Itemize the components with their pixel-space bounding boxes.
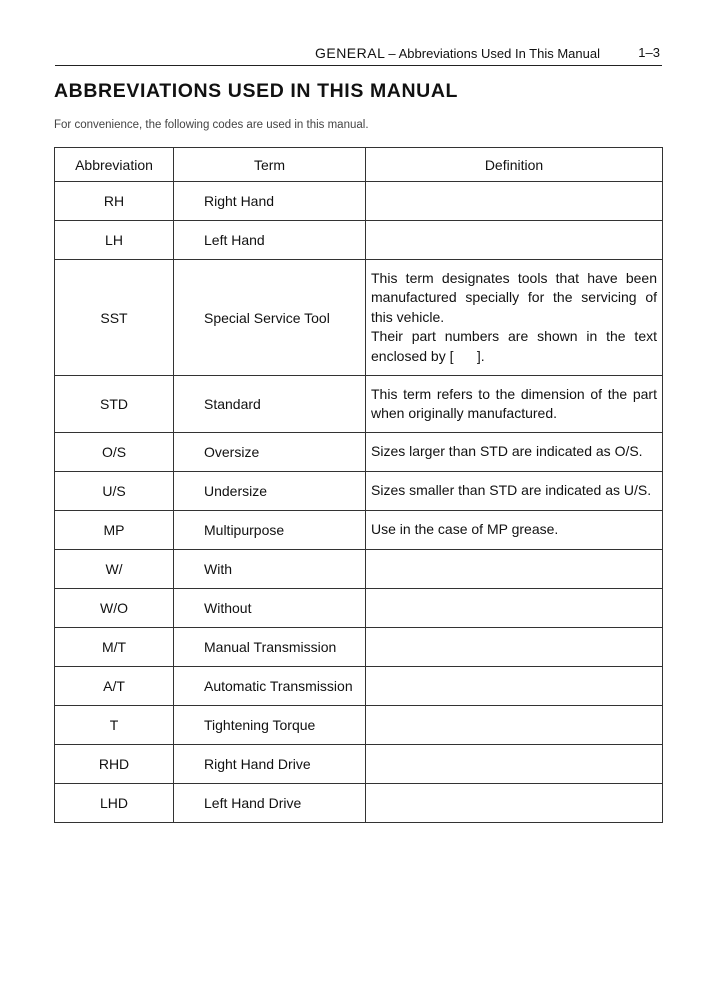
term-cell: Automatic Transmission	[174, 667, 366, 706]
definition-cell	[366, 589, 663, 628]
definition-cell	[366, 260, 663, 376]
table-row	[55, 433, 663, 472]
term-cell: Multipurpose	[174, 511, 366, 550]
abbr-cell: W/O	[55, 589, 174, 628]
definition-cell	[366, 182, 663, 221]
abbr-cell: LH	[55, 221, 174, 260]
abbreviations-table	[54, 147, 663, 823]
abbr-cell: A/T	[55, 667, 174, 706]
term-cell: Right Hand	[174, 182, 366, 221]
definition-cell: Sizes smaller than STD are indicated as U/S.	[366, 472, 663, 511]
header-subtitle: Abbreviations Used In This Manual	[398, 46, 600, 61]
table-row	[55, 182, 663, 221]
table-row	[55, 550, 663, 589]
page-number: 1–3	[638, 45, 660, 60]
table-row	[55, 784, 663, 823]
abbr-cell: U/S	[55, 472, 174, 511]
term-cell: Left Hand	[174, 221, 366, 260]
term-cell: Undersize	[174, 472, 366, 511]
abbr-cell: T	[55, 706, 174, 745]
term-cell: Special Service Tool	[174, 260, 366, 376]
definition-cell	[366, 667, 663, 706]
header-definition: Definition	[366, 148, 663, 182]
term-cell: Without	[174, 589, 366, 628]
abbr-cell: SST	[55, 260, 174, 376]
term-cell: With	[174, 550, 366, 589]
abbr-cell: O/S	[55, 433, 174, 472]
table-header-row	[55, 148, 663, 182]
definition-cell	[366, 745, 663, 784]
definition-cell	[366, 221, 663, 260]
abbr-cell: MP	[55, 511, 174, 550]
table-row	[55, 628, 663, 667]
abbr-cell: LHD	[55, 784, 174, 823]
header-section-title	[315, 45, 600, 61]
table-row	[55, 589, 663, 628]
intro-text: For convenience, the following codes are used in this manual.	[54, 119, 369, 131]
table-row	[55, 745, 663, 784]
page-title: ABBREVIATIONS USED IN THIS MANUAL	[54, 80, 459, 102]
definition-text: This term designates tools that have been manufactured specially for the servicing of this vehicle.	[371, 269, 657, 325]
term-cell: Oversize	[174, 433, 366, 472]
table-row	[55, 376, 663, 433]
definition-cell	[366, 628, 663, 667]
definition-cell: This term refers to the dimension of the part when originally manufactured.	[366, 376, 663, 433]
header-term: Term	[174, 148, 366, 182]
term-cell: Tightening Torque	[174, 706, 366, 745]
definition-cell: Use in the case of MP grease.	[366, 511, 663, 550]
term-cell: Left Hand Drive	[174, 784, 366, 823]
term-cell: Manual Transmission	[174, 628, 366, 667]
term-cell: Standard	[174, 376, 366, 433]
header-section: GENERAL	[314, 45, 386, 61]
definition-cell	[366, 784, 663, 823]
definition-cell: Sizes larger than STD are indicated as O/S.	[366, 433, 663, 472]
abbr-cell: STD	[55, 376, 174, 433]
definition-cell	[366, 706, 663, 745]
abbr-cell: RHD	[55, 745, 174, 784]
abbr-cell: M/T	[55, 628, 174, 667]
page-header	[55, 43, 662, 66]
header-abbreviation: Abbreviation	[55, 148, 174, 182]
table-row	[55, 511, 663, 550]
term-cell: Right Hand Drive	[174, 745, 366, 784]
definition-text-2: Their part numbers are shown in the text enclosed by [ ].	[371, 328, 661, 364]
definition-cell	[366, 550, 663, 589]
table-row	[55, 667, 663, 706]
header-separator: –	[388, 46, 396, 61]
abbr-cell: RH	[55, 182, 174, 221]
abbr-cell: W/	[55, 550, 174, 589]
table-row	[55, 706, 663, 745]
table-row	[55, 472, 663, 511]
table-row	[55, 221, 663, 260]
table-row	[55, 260, 663, 376]
